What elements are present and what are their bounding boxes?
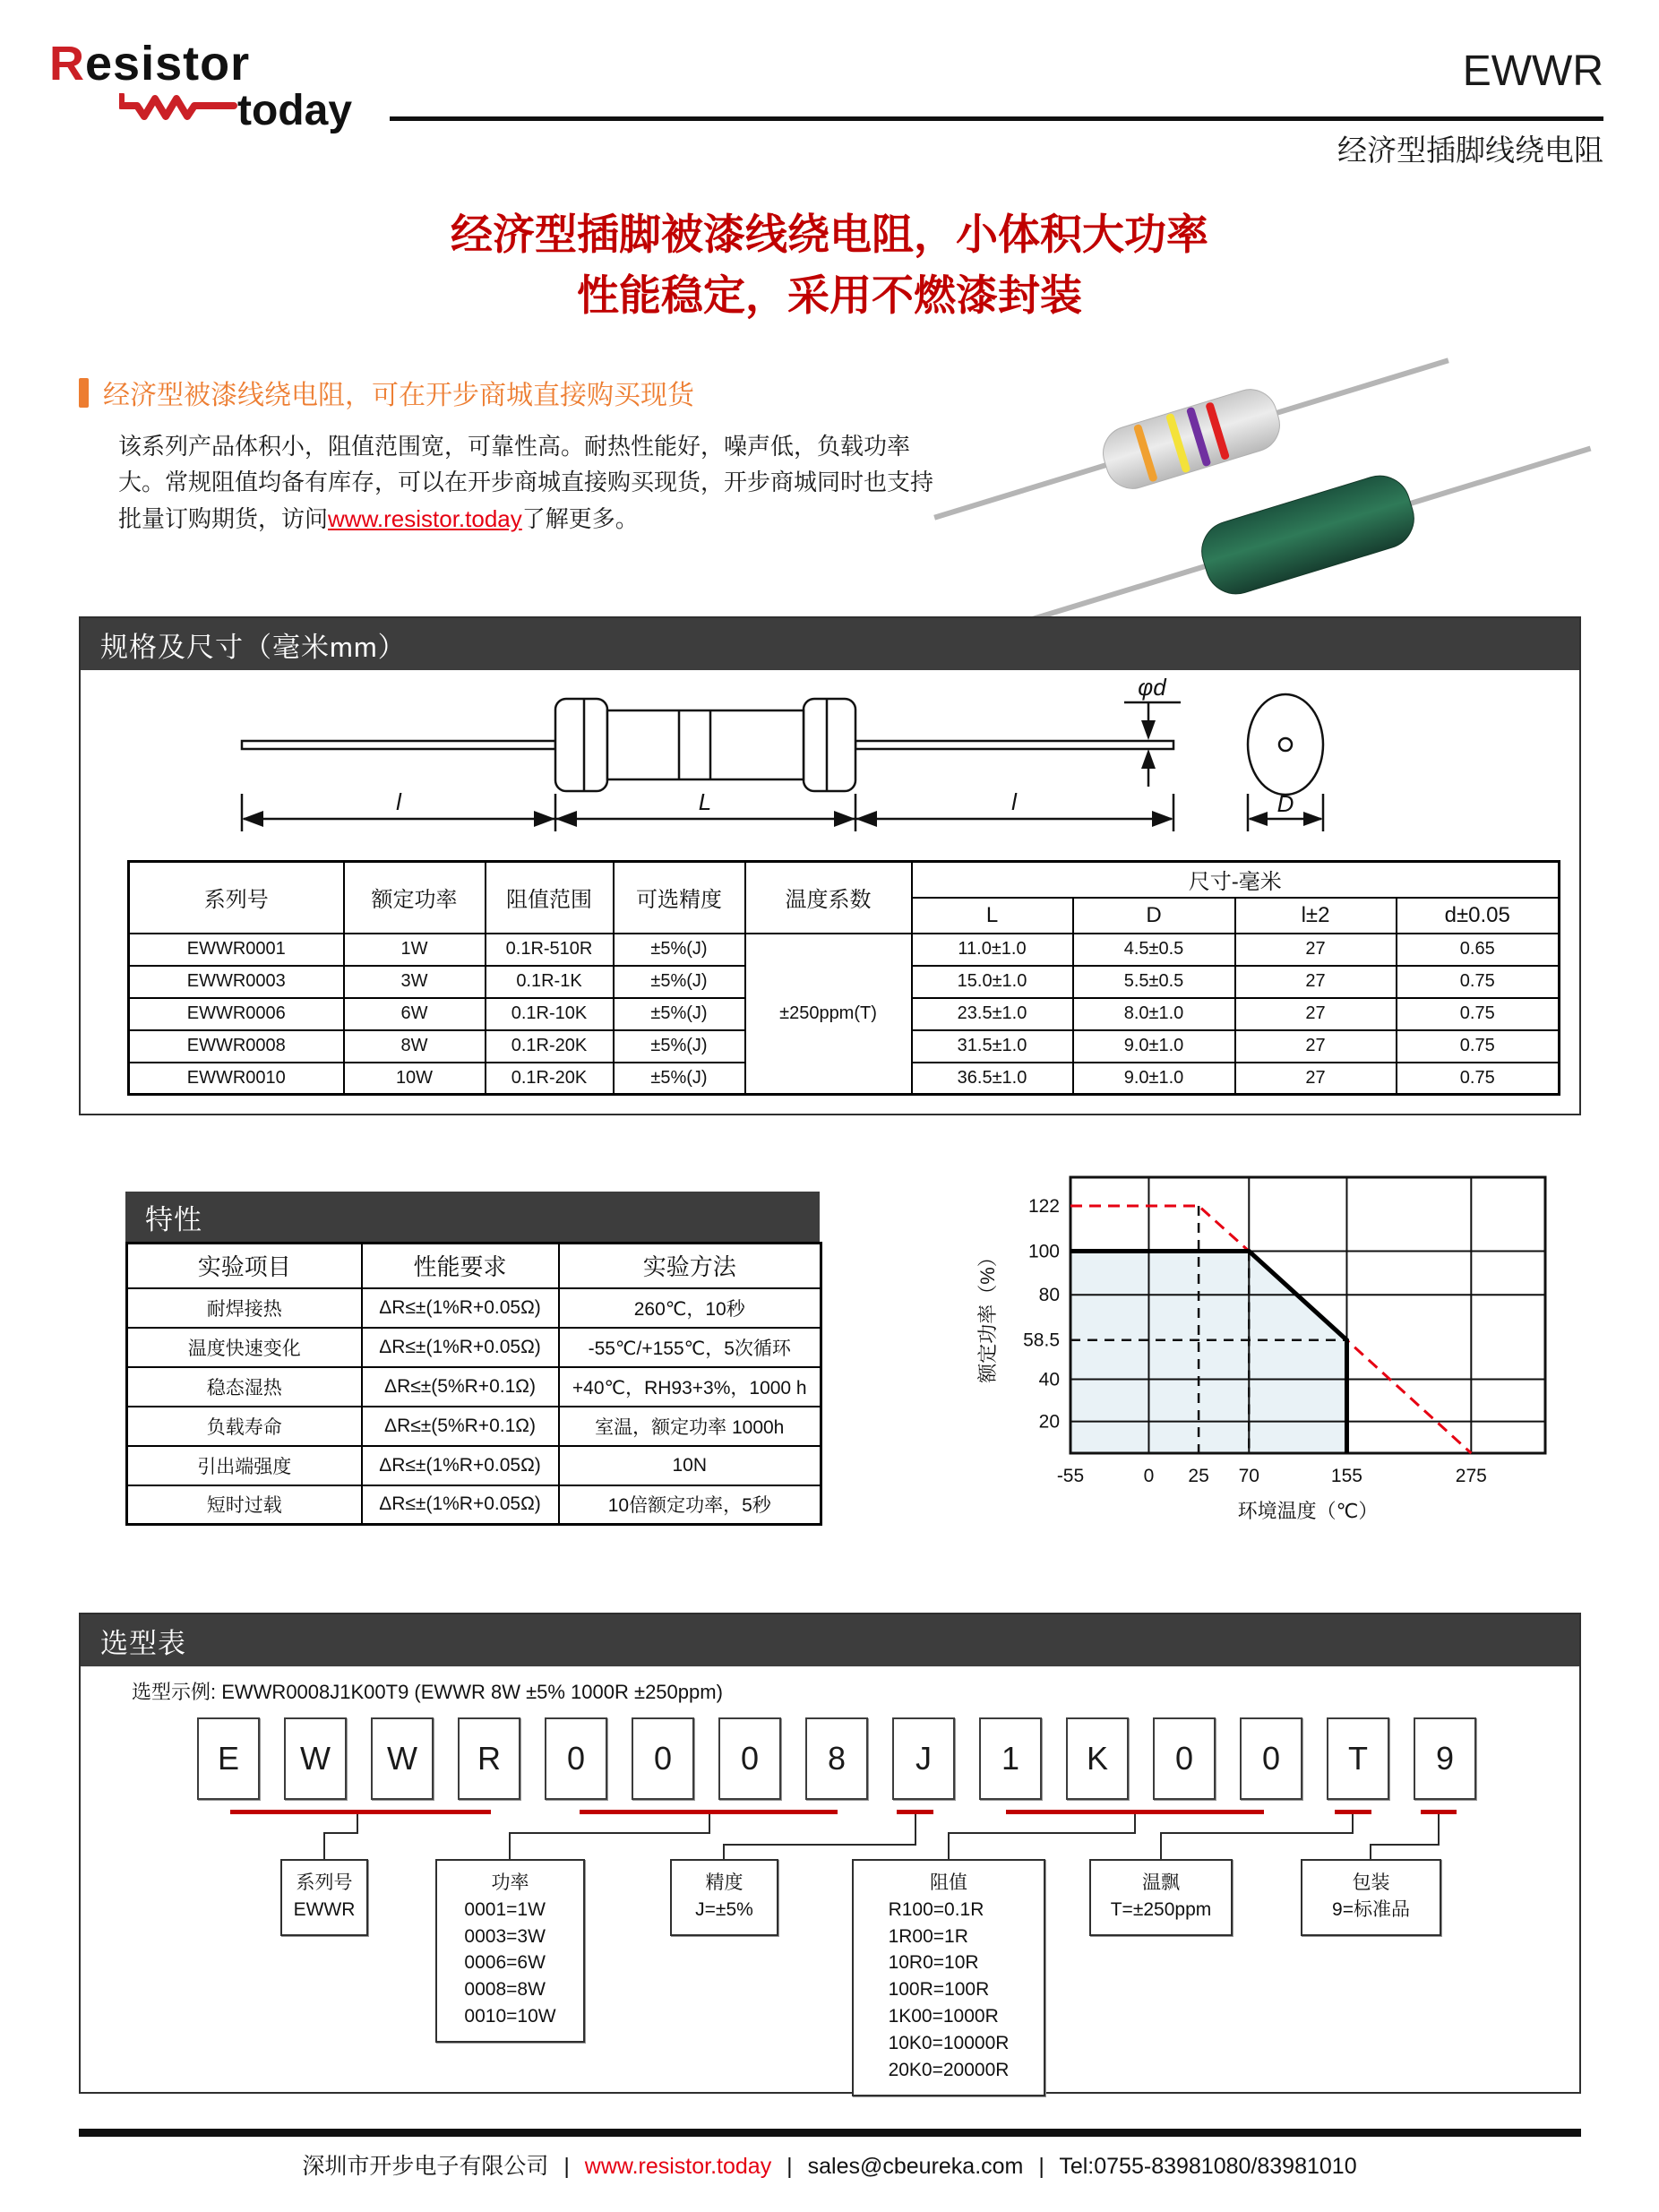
spec-cell: 31.5±1.0: [912, 1030, 1073, 1063]
spec-cell: 15.0±1.0: [912, 966, 1073, 998]
legend-box-line: 9=标准品: [1332, 1898, 1410, 1920]
spec-cell: 0.1R-1K: [486, 966, 614, 998]
svg-text:70: 70: [1238, 1466, 1259, 1486]
spec-cell: 5.5±0.5: [1073, 966, 1235, 998]
spec-cell: ±5%(J): [614, 998, 745, 1030]
spec-cell: 0.1R-10K: [486, 998, 614, 1030]
footer-separator: |: [1038, 2154, 1044, 2179]
section-spec-dimensions: [79, 616, 1581, 1115]
spec-cell: 23.5±1.0: [912, 998, 1073, 1030]
section-selection: [79, 1613, 1581, 2094]
part-number-char: 0: [545, 1717, 607, 1800]
spec-dim-col-header: D: [1073, 898, 1235, 934]
svg-text:-55: -55: [1056, 1466, 1085, 1486]
characteristics-table: [125, 1242, 822, 1526]
spec-cell: 0.75: [1397, 966, 1560, 998]
svg-text:275: 275: [1455, 1466, 1487, 1486]
part-number-connectors: [81, 1614, 1579, 2092]
derating-chart: [967, 1158, 1569, 1545]
selection-example: 选型示例: EWWR0008J1K00T9 (EWWR 8W ±5% 1000R ±250ppm): [132, 1681, 723, 1703]
part-number-char: 8: [805, 1717, 868, 1800]
dim-label-lead-right: l: [1011, 788, 1017, 815]
characteristics-cell: +40℃，RH93+3%，1000 h: [559, 1367, 821, 1407]
characteristics-cell: ΔR≤±(5%R+0.1Ω): [362, 1407, 559, 1446]
legend-box-title: 功率: [491, 1872, 529, 1893]
legend-box-line: R100=0.1R: [888, 1898, 984, 1920]
dim-label-wire: φd: [1138, 677, 1166, 701]
spec-tcr-cell: ±250ppm(T): [745, 934, 912, 1095]
characteristics-cell: ΔR≤±(1%R+0.05Ω): [362, 1328, 559, 1367]
footer-email[interactable]: sales@cbeureka.com: [807, 2154, 1024, 2179]
spec-cell: 3W: [344, 966, 486, 998]
characteristics-cell: -55℃/+155℃，5次循环: [559, 1328, 821, 1367]
spec-cell: 9.0±1.0: [1073, 1030, 1235, 1063]
spec-cell: 27: [1235, 934, 1397, 966]
spec-col-header: 阻值范围: [486, 862, 614, 934]
footer-phone: Tel:0755-83981080/83981010: [1059, 2154, 1357, 2179]
spec-cell: 0.1R-20K: [486, 1063, 614, 1095]
characteristics-cell: 引出端强度: [127, 1446, 362, 1485]
legend-box-line: 10R0=10R: [888, 1952, 979, 1974]
legend-box-line: 1K00=1000R: [888, 2006, 999, 2027]
svg-text:额定功率（%）: 额定功率（%）: [976, 1247, 999, 1383]
part-number-char: R: [458, 1717, 520, 1800]
svg-text:58.5: 58.5: [1023, 1330, 1060, 1351]
series-name: 经济型插脚线绕电阻: [1337, 133, 1603, 167]
legend-box-line: 10K0=10000R: [888, 2032, 1010, 2053]
table-row: [127, 1446, 821, 1485]
legend-box-line: 0008=8W: [464, 1979, 546, 2001]
spec-cell: EWWR0006: [129, 998, 344, 1030]
part-number-legend-box: [852, 1859, 1045, 2096]
characteristics-cell: 260℃，10秒: [559, 1288, 821, 1328]
part-number-char: 1: [979, 1717, 1042, 1800]
part-number-char: E: [197, 1717, 260, 1800]
derating-chart-svg: [967, 1158, 1569, 1541]
characteristics-cell: 负载寿命: [127, 1407, 362, 1446]
table-row: [127, 1485, 821, 1525]
intro-website-link[interactable]: www.resistor.today: [328, 504, 522, 532]
spec-cell: 0.75: [1397, 1030, 1560, 1063]
spec-cell: 11.0±1.0: [912, 934, 1073, 966]
svg-text:40: 40: [1038, 1369, 1060, 1390]
spec-table: [127, 860, 1560, 1096]
intro-text-before: 该系列产品体积小，阻值范围宽，可靠性高。耐热性能好，噪声低，负载功率大。常规阻值均备有库存，可以在开步商城直接购买现货，开步商城同时也支持批量订购期货，访问: [118, 433, 934, 532]
part-number-legend-box: [670, 1859, 778, 1936]
section-selection-title: 选型表: [81, 1614, 1579, 1666]
legend-box-line: 100R=100R: [888, 1979, 990, 2001]
part-number-char: 0: [718, 1717, 781, 1800]
legend-box-line: T=±250ppm: [1110, 1898, 1212, 1920]
footer-divider: [79, 2129, 1581, 2137]
header-divider: [390, 116, 1603, 121]
characteristics-cell: 短时过载: [127, 1485, 362, 1525]
part-number-legend-box: [1089, 1859, 1233, 1936]
brand-logo-initial: R: [49, 37, 85, 90]
characteristics-cell: 10N: [559, 1446, 821, 1485]
spec-cell: ±5%(J): [614, 966, 745, 998]
footer-website-link[interactable]: www.resistor.today: [584, 2154, 772, 2179]
spec-cell: ±5%(J): [614, 1030, 745, 1063]
intro-heading-text: 经济型被漆线绕电阻，可在开步商城直接购买现货: [103, 381, 694, 410]
legend-box-line: 1R00=1R: [888, 1925, 968, 1947]
page-title-line1: 经济型插脚被漆线绕电阻，小体积大功率: [451, 211, 1208, 258]
part-number-char: W: [284, 1717, 347, 1800]
part-number-char: W: [371, 1717, 434, 1800]
spec-cell: 6W: [344, 998, 486, 1030]
legend-box-line: J=±5%: [695, 1898, 753, 1920]
table-row: [129, 934, 1560, 966]
characteristics-col-header: 实验方法: [559, 1244, 821, 1288]
spec-cell: 0.75: [1397, 998, 1560, 1030]
svg-text:80: 80: [1038, 1285, 1060, 1306]
part-number-legend-box: [280, 1859, 368, 1936]
legend-box-line: 20K0=20000R: [888, 2059, 1010, 2080]
brand-logo: [49, 36, 352, 135]
spec-col-header: 系列号: [129, 862, 344, 934]
spec-cell: EWWR0001: [129, 934, 344, 966]
characteristics-cell: ΔR≤±(1%R+0.05Ω): [362, 1446, 559, 1485]
spec-col-header: 可选精度: [614, 862, 745, 934]
characteristics-cell: 稳态湿热: [127, 1367, 362, 1407]
legend-box-line: 0010=10W: [464, 2006, 556, 2027]
part-number-char: 9: [1414, 1717, 1476, 1800]
svg-text:环境温度（℃）: 环境温度（℃）: [1237, 1500, 1379, 1522]
spec-col-header: 温度系数: [745, 862, 912, 934]
dim-label-diameter: D: [1276, 790, 1294, 817]
characteristics-col-header: 性能要求: [362, 1244, 559, 1288]
legend-box-title: 温飘: [1142, 1872, 1180, 1893]
spec-cell: ±5%(J): [614, 1063, 745, 1095]
legend-box-line: 0001=1W: [464, 1898, 546, 1920]
resistor-zigzag-icon: [119, 93, 237, 128]
spec-cell: 27: [1235, 1063, 1397, 1095]
legend-box-line: EWWR: [293, 1898, 356, 1920]
spec-cell: 0.65: [1397, 934, 1560, 966]
footer: [0, 2148, 1659, 2181]
brand-logo-bottom: today: [237, 87, 353, 134]
part-number-char: K: [1066, 1717, 1129, 1800]
footer-separator: |: [787, 2154, 793, 2179]
characteristics-cell: ΔR≤±(1%R+0.05Ω): [362, 1288, 559, 1328]
svg-text:122: 122: [1027, 1196, 1060, 1218]
spec-cell: 27: [1235, 1030, 1397, 1063]
legend-box-title: 精度: [705, 1872, 744, 1893]
page-title-line2: 性能稳定，采用不燃漆封装: [577, 271, 1082, 320]
spec-cell: 0.1R-20K: [486, 1030, 614, 1063]
legend-box-line: 0006=6W: [464, 1952, 546, 1974]
spec-cell: 9.0±1.0: [1073, 1063, 1235, 1095]
dim-label-lead-left: l: [396, 788, 401, 815]
footer-company: 深圳市开步电子有限公司: [302, 2154, 549, 2179]
spec-cell: 10W: [344, 1063, 486, 1095]
spec-cell: EWWR0003: [129, 966, 344, 998]
part-number-char: 0: [1153, 1717, 1216, 1800]
orange-marker-bar: [79, 378, 89, 408]
svg-text:0: 0: [1143, 1466, 1155, 1486]
dim-label-body: L: [698, 788, 712, 815]
section-characteristics-title: 特性: [125, 1192, 820, 1242]
resistor-green: [1014, 413, 1601, 620]
characteristics-col-header: 实验项目: [127, 1244, 362, 1288]
spec-dim-col-header: L: [912, 898, 1073, 934]
spec-cell: 36.5±1.0: [912, 1063, 1073, 1095]
table-row: [127, 1288, 821, 1328]
characteristics-cell: ΔR≤±(1%R+0.05Ω): [362, 1485, 559, 1525]
spec-dims-header: 尺寸-毫米: [912, 862, 1560, 898]
svg-text:20: 20: [1038, 1411, 1060, 1433]
intro-text-after: 了解更多。: [521, 504, 639, 532]
part-number-char: 0: [632, 1717, 694, 1800]
characteristics-cell: 耐焊接热: [127, 1288, 362, 1328]
svg-text:25: 25: [1188, 1466, 1209, 1486]
spec-cell: EWWR0010: [129, 1063, 344, 1095]
spec-cell: EWWR0008: [129, 1030, 344, 1063]
part-number-char: 0: [1240, 1717, 1302, 1800]
characteristics-cell: ΔR≤±(5%R+0.1Ω): [362, 1367, 559, 1407]
spec-cell: 27: [1235, 998, 1397, 1030]
spec-cell: ±5%(J): [614, 934, 745, 966]
spec-cell: 8W: [344, 1030, 486, 1063]
section-spec-title: 规格及尺寸（毫米mm）: [81, 618, 1579, 670]
intro-heading: [79, 373, 694, 412]
brand-logo-top: [49, 36, 352, 91]
legend-box-title: 系列号: [296, 1872, 353, 1893]
intro-paragraph: [118, 428, 956, 537]
part-number-char: T: [1327, 1717, 1389, 1800]
brand-logo-rest: esistor: [85, 37, 251, 90]
part-number-legend-box: [435, 1859, 585, 2043]
legend-box-title: 阻值: [930, 1872, 967, 1893]
legend-box-title: 包装: [1352, 1872, 1390, 1893]
svg-text:100: 100: [1027, 1241, 1060, 1262]
part-number-char: J: [892, 1717, 955, 1800]
spec-cell: 1W: [344, 934, 486, 966]
spec-cell: 0.1R-510R: [486, 934, 614, 966]
series-code: EWWR: [1462, 47, 1603, 95]
legend-box-line: 0003=3W: [464, 1925, 546, 1947]
characteristics-cell: 室温，额定功率 1000h: [559, 1407, 821, 1446]
table-row: [127, 1328, 821, 1367]
dimension-drawing: [224, 677, 1388, 861]
part-number-legend-box: [1301, 1859, 1441, 1936]
table-row: [127, 1407, 821, 1446]
spec-cell: 27: [1235, 966, 1397, 998]
page-title: [0, 204, 1659, 326]
table-row: [127, 1367, 821, 1407]
spec-dim-col-header: d±0.05: [1397, 898, 1560, 934]
spec-cell: 4.5±0.5: [1073, 934, 1235, 966]
svg-text:155: 155: [1330, 1466, 1362, 1486]
spec-col-header: 额定功率: [344, 862, 486, 934]
spec-cell: 0.75: [1397, 1063, 1560, 1095]
characteristics-cell: 温度快速变化: [127, 1328, 362, 1367]
footer-separator: |: [563, 2154, 570, 2179]
spec-cell: 8.0±1.0: [1073, 998, 1235, 1030]
product-photo: [887, 342, 1621, 624]
spec-dim-col-header: l±2: [1235, 898, 1397, 934]
characteristics-cell: 10倍额定功率，5秒: [559, 1485, 821, 1525]
